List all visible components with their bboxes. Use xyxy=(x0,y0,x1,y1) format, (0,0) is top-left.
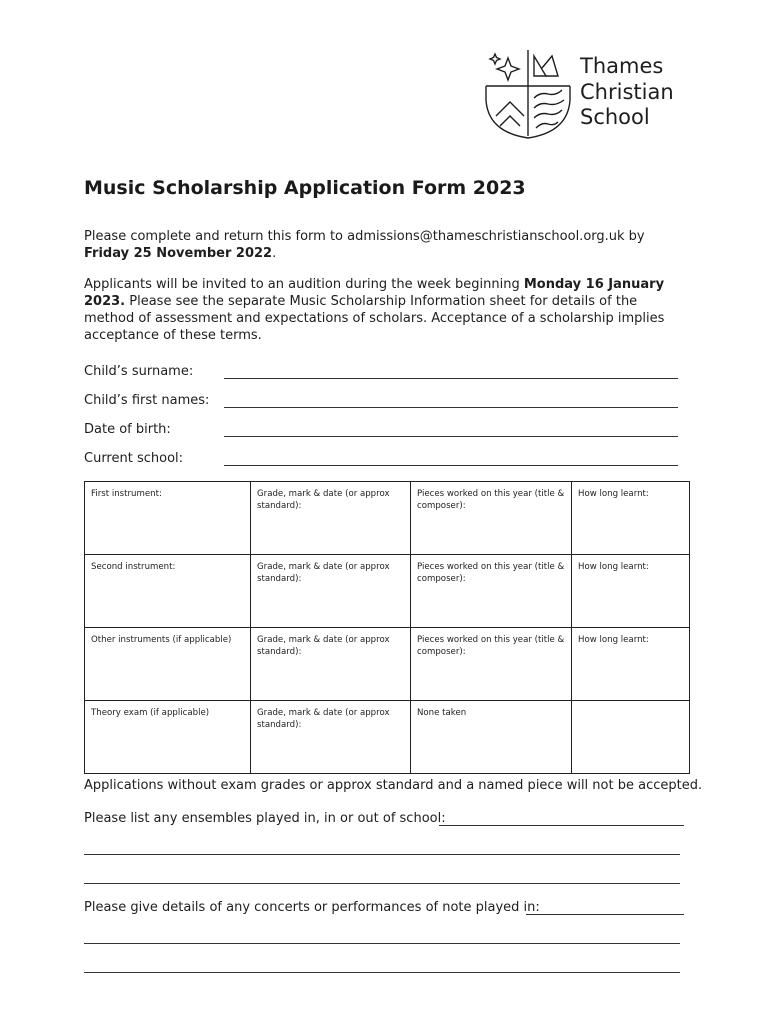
school-name-line: School xyxy=(580,105,650,129)
field-label: Current school: xyxy=(84,451,184,466)
school-name-line: Christian xyxy=(580,79,674,104)
table-row xyxy=(85,555,690,628)
current-school-field[interactable] xyxy=(84,451,680,469)
table-cell[interactable]: How long learnt: xyxy=(572,482,690,555)
table-cell[interactable]: How long learnt: xyxy=(572,555,690,628)
answer-line[interactable] xyxy=(224,436,678,437)
return-text: Please complete and return this form to admissions@thameschristianschool.org.uk by xyxy=(84,229,645,244)
table-cell[interactable]: Pieces worked on this year (title & composer): xyxy=(411,555,572,628)
school-crest-icon xyxy=(482,50,574,145)
page-title: Music Scholarship Application Form 2023 xyxy=(84,177,526,199)
answer-line[interactable] xyxy=(224,465,678,466)
table-cell[interactable]: Grade, mark & date (or approx standard): xyxy=(251,701,411,774)
audition-info xyxy=(84,276,684,344)
table-cell[interactable]: Grade, mark & date (or approx standard): xyxy=(251,482,411,555)
answer-line[interactable] xyxy=(84,972,680,973)
audition-text-after: Please see the separate Music Scholarship Information sheet for details of the method of assessment and expectations of scholars. Acceptance of a scholarship implies acceptance of these terms. xyxy=(84,294,665,343)
table-row xyxy=(85,482,690,555)
concerts-question-text: Please give details of any concerts or performances of note played in: xyxy=(84,900,540,915)
audition-text-before: Applicants will be invited to an audition during the week beginning xyxy=(84,277,524,292)
field-label: Date of birth: xyxy=(84,422,171,437)
audition-week: Monday 16 January 2023. xyxy=(84,277,665,309)
table-cell[interactable]: Grade, mark & date (or approx standard): xyxy=(251,555,411,628)
answer-line[interactable] xyxy=(224,407,678,408)
table-cell[interactable]: Grade, mark & date (or approx standard): xyxy=(251,628,411,701)
table-row xyxy=(85,701,690,774)
table-cell[interactable]: None taken xyxy=(411,701,572,774)
answer-line[interactable] xyxy=(84,854,680,855)
table-cell[interactable]: Pieces worked on this year (title & composer): xyxy=(411,482,572,555)
return-instructions xyxy=(84,228,684,262)
surname-field[interactable] xyxy=(84,364,680,382)
date-of-birth-field[interactable] xyxy=(84,422,680,440)
first-names-field[interactable] xyxy=(84,393,680,411)
answer-line[interactable] xyxy=(224,378,678,379)
answer-line[interactable] xyxy=(84,943,680,944)
table-cell[interactable]: Second instrument: xyxy=(85,555,251,628)
instrument-table xyxy=(84,481,690,774)
deadline-date: Friday 25 November 2022 xyxy=(84,246,273,261)
table-cell[interactable]: Other instruments (if applicable) xyxy=(85,628,251,701)
table-cell[interactable]: First instrument: xyxy=(85,482,251,555)
answer-line[interactable] xyxy=(526,914,684,915)
answer-line[interactable] xyxy=(439,825,684,826)
table-cell[interactable] xyxy=(572,701,690,774)
field-label: Child’s first names: xyxy=(84,393,210,408)
table-row xyxy=(85,628,690,701)
answer-line[interactable] xyxy=(84,883,680,884)
table-cell[interactable]: Pieces worked on this year (title & composer): xyxy=(411,628,572,701)
school-logo xyxy=(482,50,692,145)
ensembles-question xyxy=(84,811,684,829)
table-cell[interactable]: How long learnt: xyxy=(572,628,690,701)
school-name-line: Thames xyxy=(580,54,664,78)
ensembles-question-text: Please list any ensembles played in, in or out of school: xyxy=(84,811,446,826)
school-name xyxy=(580,54,674,131)
acceptance-note: Applications without exam grades or approx standard and a named piece will not be accepted. xyxy=(84,778,703,793)
field-label: Child’s surname: xyxy=(84,364,194,379)
concerts-question xyxy=(84,900,684,918)
period: . xyxy=(272,246,277,261)
table-cell[interactable]: Theory exam (if applicable) xyxy=(85,701,251,774)
